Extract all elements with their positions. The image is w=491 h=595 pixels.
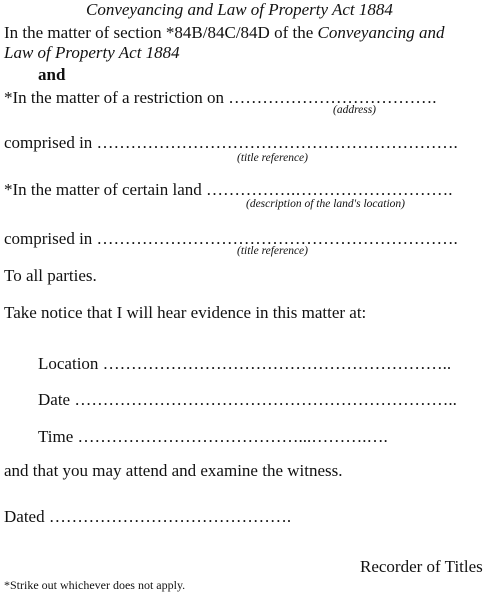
- to-all-parties: To all parties.: [4, 266, 97, 285]
- location-dots: ……………………………………………………..: [102, 354, 452, 373]
- time-line: [38, 427, 388, 447]
- comprised-dots-2: ……………………………………………………….: [96, 229, 458, 248]
- land-line: [4, 180, 453, 200]
- comprised-caption-2: (title reference): [237, 245, 308, 257]
- comprised-dots-1: ……………………………………………………….: [96, 133, 458, 152]
- land-caption: (description of the land's location): [246, 198, 405, 210]
- location-line: [38, 354, 451, 374]
- restriction-caption: (address): [333, 104, 377, 116]
- dated-dots: …………………………………….: [48, 507, 292, 526]
- attend-text: and that you may attend and examine the witness.: [4, 461, 343, 480]
- comprised-label-1: comprised in: [4, 133, 97, 152]
- land-label: *In the matter of certain land: [4, 180, 207, 199]
- intro-line-1: [4, 23, 445, 43]
- date-line: [38, 390, 457, 410]
- comprised-caption-1: (title reference): [237, 152, 308, 164]
- intro-prefix: In the matter of section *84B/84C/84D of the: [4, 23, 318, 42]
- date-dots: …………………………………………………………..: [74, 390, 457, 409]
- footnote: *Strike out whichever does not apply.: [4, 578, 186, 592]
- restriction-label: *In the matter of a restriction on: [4, 88, 229, 107]
- intro-act-name-part2: Law of Property Act 1884: [4, 43, 180, 62]
- form-title: Conveyancing and Law of Property Act 1884: [86, 0, 393, 19]
- time-label: Time: [38, 427, 78, 446]
- intro-and: and: [38, 65, 66, 84]
- time-dots: …………………………………...……….….: [77, 427, 388, 446]
- restriction-dots: ……………………………….: [228, 88, 437, 107]
- dated-label: Dated: [4, 507, 49, 526]
- comprised-label-2: comprised in: [4, 229, 97, 248]
- notice-text: Take notice that I will hear evidence in this matter at:: [4, 303, 367, 322]
- dated-line: [4, 507, 291, 527]
- signature-title: Recorder of Titles: [360, 557, 483, 576]
- location-label: Location: [38, 354, 103, 373]
- land-dots: …………….……………………….: [206, 180, 453, 199]
- date-label: Date: [38, 390, 75, 409]
- comprised-line-1: [4, 133, 458, 153]
- intro-act-name-part1: Conveyancing and: [317, 23, 445, 42]
- comprised-line-2: [4, 229, 458, 249]
